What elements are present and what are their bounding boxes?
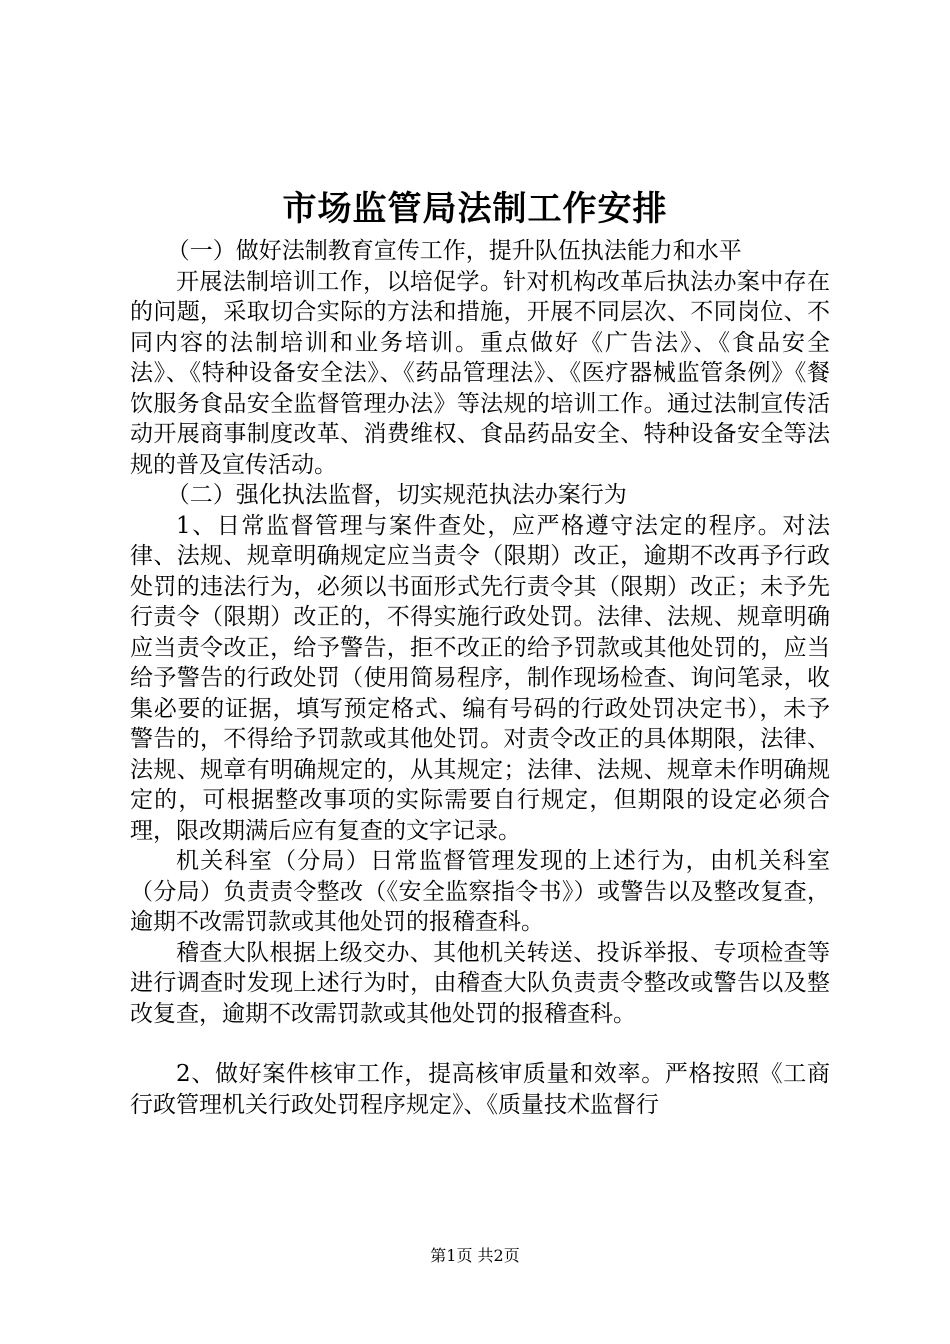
paragraph-procedure: 1、日常监督管理与案件查处，应严格遵守法定的程序。对法律、法规、规章明确规定应当责令（限期）改正，逾期不改再予行政处罚的违法行为，必须以书面形式先行责令其（限期）改正；未予先行责令（限期）改正的，不得实施行政处罚。法律、法规、规章明确应当责令改正，给予警告，拒不改正的给予罚款或其他处罚的，应当给予警告的行政处罚（使用简易程序，制作现场检查、询问笔录，收集必要的证据，填写预定格式、编有号码的行政处罚决定书），未予警告的，不得给予罚款或其他处罚。对责令改正的具体期限，法律、法规、规章有明确规定的，从其规定；法律、法规、规章未作明确规定的，可根据整改事项的实际需要自行规定，但期限的设定必须合理，限改期满后应有复查的文字记录。	[130, 512, 830, 844]
paragraph-inspection-team: 稽查大队根据上级交办、其他机关转送、投诉举报、专项检查等进行调查时发现上述行为时，由稽查大队负责责令整改或警告以及整改复查，逾期不改需罚款或其他处罚的报稽查科。	[130, 939, 830, 1027]
document-title: 市场监管局法制工作安排	[282, 189, 668, 229]
page-number-footer: 第1页 共2页	[430, 1246, 520, 1265]
section-heading-2: （二）强化执法监督，切实规范执法办案行为	[166, 482, 627, 508]
paragraph-case-review: 2、做好案件核审工作，提高核审质量和效率。严格按照《工商行政管理机关行政处罚程序规定》、《质量技术监督行	[130, 1061, 830, 1118]
document-body	[130, 236, 830, 1120]
paragraph-training: 开展法制培训工作，以培促学。针对机构改革后执法办案中存在的问题，采取切合实际的方法和措施，开展不同层次、不同岗位、不同内容的法制培训和业务培训。重点做好《广告法》、《食品安全法》、《特种设备安全法》、《药品管理法》、《医疗器械监管条例》《餐饮服务食品安全监督管理办法》等法规的培训工作。通过法制宣传活动开展商事制度改革、消费维权、食品药品安全、特种设备安全等法规的普及宣传活动。	[130, 268, 830, 478]
paragraph-office-duty: 机关科室（分局）日常监督管理发现的上述行为，由机关科室（分局）负责责令整改（《安全监察指令书》）或警告以及整改复查，逾期不改需罚款或其他处罚的报稽查科。	[130, 848, 830, 935]
section-heading-1: （一）做好法制教育宣传工作，提升队伍执法能力和水平	[166, 238, 742, 264]
